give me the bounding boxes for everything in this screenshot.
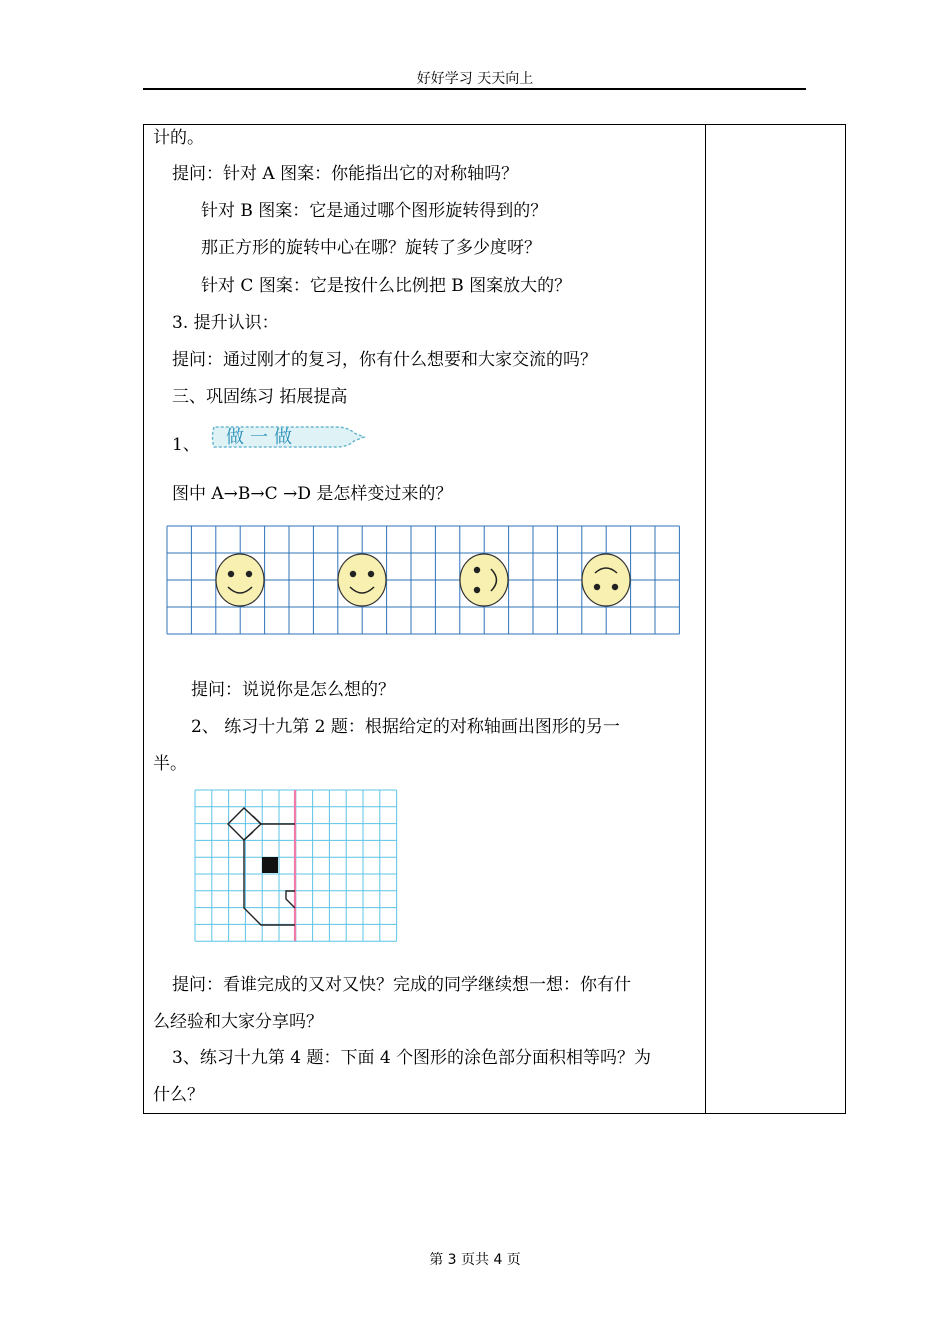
text-line: 什么？ bbox=[153, 1085, 204, 1105]
header-rule bbox=[143, 88, 806, 90]
table-column-divider bbox=[705, 124, 706, 1114]
header-title: 好好学习 天天向上 bbox=[416, 71, 534, 87]
face-eye bbox=[368, 571, 374, 577]
face-outline bbox=[460, 554, 508, 606]
symmetry-grid-figure bbox=[194, 789, 398, 943]
face-d bbox=[582, 554, 630, 606]
text-line: 针对 C 图案：它是按什么比例把 B 图案放大的？ bbox=[201, 276, 572, 296]
text-line: 么经验和大家分享吗？ bbox=[153, 1012, 323, 1032]
face-eye bbox=[594, 584, 600, 590]
text-line: 计的。 bbox=[153, 128, 204, 148]
text-line: 半。 bbox=[153, 754, 187, 774]
text-line: 提问：看谁完成的又对又快？完成的同学继续想一想：你有什 bbox=[172, 975, 631, 995]
text-line: 那正方形的旋转中心在哪？旋转了多少度呀？ bbox=[201, 238, 541, 258]
face-outline bbox=[216, 554, 264, 606]
black-square bbox=[262, 857, 278, 873]
banner-label: 做一做 bbox=[226, 427, 298, 448]
faces-grid-figure bbox=[166, 525, 682, 637]
face-b bbox=[338, 554, 386, 606]
face-eye bbox=[474, 567, 480, 573]
notch-outline bbox=[286, 891, 295, 908]
text-line: 提问：通过刚才的复习，你有什么想要和大家交流的吗？ bbox=[172, 350, 597, 370]
face-eye bbox=[612, 584, 618, 590]
text-line: 针对 B 图案：它是通过哪个图形旋转得到的？ bbox=[201, 201, 548, 221]
half-outline bbox=[253, 816, 295, 824]
face-eye bbox=[350, 571, 356, 577]
face-outline bbox=[338, 554, 386, 606]
face-eye bbox=[246, 571, 252, 577]
half-outline bbox=[244, 832, 295, 925]
text-line: 三、巩固练习 拓展提高 bbox=[172, 387, 348, 407]
face-c bbox=[460, 554, 508, 606]
do-it-banner bbox=[208, 423, 368, 451]
face-eye bbox=[474, 587, 480, 593]
face-a bbox=[216, 554, 264, 606]
text-line: 2、 练习十九第 2 题：根据给定的对称轴画出图形的另一 bbox=[191, 717, 620, 737]
text-line: 1、 bbox=[172, 435, 200, 455]
face-outline bbox=[582, 554, 630, 606]
text-line: 图中 A→B→C →D 是怎样变过来的？ bbox=[172, 484, 453, 504]
text-line: 提问：针对 A 图案：你能指出它的对称轴吗？ bbox=[172, 164, 519, 184]
text-line: 3. 提升认识： bbox=[172, 313, 279, 333]
text-line: 提问：说说你是怎么想的？ bbox=[191, 680, 395, 700]
text-line: 3、练习十九第 4 题：下面 4 个图形的涂色部分面积相等吗？为 bbox=[172, 1048, 652, 1068]
face-eye bbox=[228, 571, 234, 577]
page-footer: 第 3 页共 4 页 bbox=[429, 1252, 521, 1268]
